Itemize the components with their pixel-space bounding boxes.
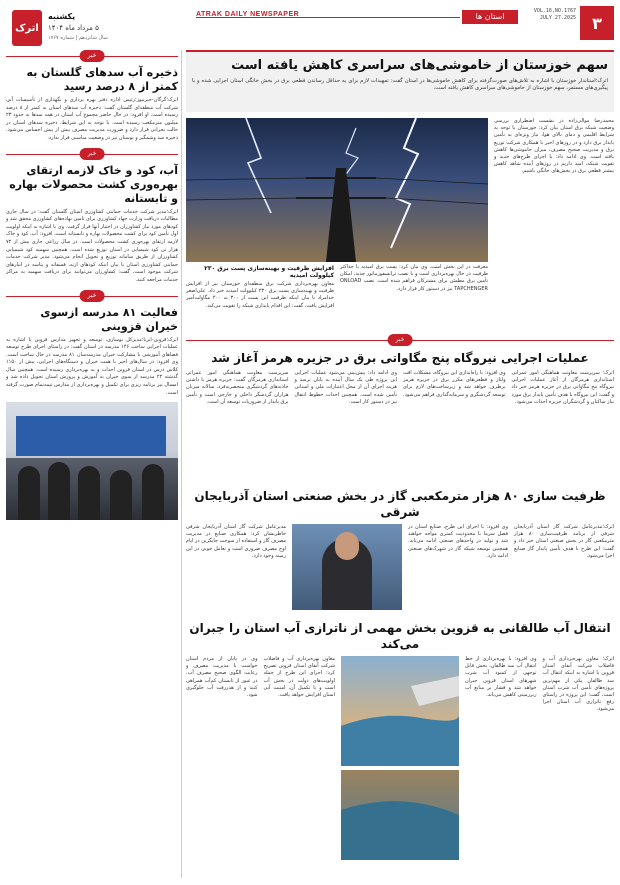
story-column-text: معاون بهره‌برداری شرکت برق منطقه‌ای خوزستان نیز از افزایش ظرفیت و بهینه‌سازی پست برق ۲۳۰ کیلوولت امیدیه خبر داد. علی‌اصغر خدامراد با بیان اینکه ظرفیت این پست از ۳۰۰ به ۴۰۰ مگاولت‌آمپر افزایش یافت، گفت: این اقدام پایداری شبکه را تقویت می‌کند. [186,281,334,309]
lightning-tower-icon [186,118,488,262]
story-column [186,264,334,328]
power-tower-photo [186,118,488,262]
person-figure [110,470,132,520]
main-area [186,50,614,880]
story-hormuz [186,334,614,484]
atrak-logo: اترک [12,10,42,46]
story-title[interactable]: ظرفیت سازی ۸۰ هزار مترمکعبی گاز در بخش صنعتی استان آذربایجان شرقی [194,489,606,519]
page-number: ۳ [580,6,614,40]
left-column [6,50,178,880]
story-column: اترک؛ سرپرست معاونت هماهنگی امور عمرانی استانداری هرمزگان از آغاز عملیات اجرایی نیروگاه پنج مگاواتی برق در جزیره هرمز خبر داد و گفت: این نیروگاه با هدف تأمین پایدار برق مورد نیاز ساکنان و گردشگران جزیره احداث می‌شود. [511,370,614,405]
story-column: وی افزود: با راه‌اندازی این نیروگاه، مشکلات افت ولتاژ و قطعی‌های مکرر برق در جزیره هرمز برطرف خواهد شد و زیرساخت‌های لازم برای توسعه گردشگری و سرمایه‌گذاری فراهم می‌شود. [403,370,506,398]
story-column: معاون بهره‌برداری آب و فاضلاب شرکت آبفای استان قزوین تصریح کرد: اجرای این طرح از جمله اولویت‌های دولت در بخش آب است و با تکمیل آن، امنیت آبی استان افزایش خواهد یافت. [263,656,335,699]
story-title[interactable]: انتقال آب طالقانی به قزوین بخش مهمی از ناترازی آب استان را جبران می‌کند [189,621,611,651]
person-figure [48,462,70,520]
story-column: معرفت در این بخش است. وی بیان کرد: پست برق امیدیه با حداکثر ظرفیت در حال بهره‌برداری است و با نصب ترانسفورماتور جدید، امکان تأمین برق مطمئن برای مشترکان فراهم شده است. نصب ONLOAD TAPCHENGER نیز در دستور کار قرار دارد. [340,264,488,292]
story-columns [186,370,614,406]
paper-name: ATRAK DAILY NEWSPAPER [196,11,300,18]
date: ۵ مرداد ماه ۱۴۰۴ [48,24,99,32]
section-label: استان ها [462,10,518,24]
story-columns [186,656,614,860]
article-title[interactable]: فعالیت ۸۱ مدرسه ازسوی خیران قزوینی [40,305,178,333]
portrait-face [335,532,359,560]
story-title[interactable]: عملیات اجرایی نیروگاه پنج مگاواتی برق در جزیره هرمز آغاز شد [211,351,589,365]
lead-story [186,50,614,112]
story-column: مدیرعامل شرکت گاز استان آذربایجان شرقی خاطرنشان کرد: همکاری صنایع در مدیریت مصرف گاز و استفاده از سوخت جایگزین در ایام اوج مصرف ضروری است و تعامل خوبی در این زمینه وجود دارد. [186,524,286,559]
person-figure [142,464,164,520]
article-body: اترک؛گرگان-خبرنیوز؛رئیس اداره دفتر بهره برداری و نگهداری از تأسیسات آبی شرکت آب منطقه‌ای گلستان گفت: ذخیره آب سدهای استان به کمتر از ۸ درصد رسیده است. او افزود: در حال حاضر مجموع آب استان در همه سدها به حدود ۲۳ میلیون مترمکعب رسیده است. با توجه به این شرایط، ذخیره سدهای استان در حالت بحرانی قرار دارد و ضرورت مدیریت مصرف بیش از پیش احساس می‌شود. ذخیره سد وشمگیر و بوستان نیز در وضعیت مناسبی قرار ندارد. [6,97,178,141]
article-body: اترک؛قزوین-ایرنا؛مدیرکل نوسازی، توسعه و تجهیز مدارس قزوین با اشاره به عملیات اجرایی ساخت ۱۴۶ مدرسه در استان گفت: در راستای اجرای طرح توسعه فضاهای آموزشی با مشارکت خیران مدرسه‌ساز، ۸۱ مدرسه در حال ساخت است. وی افزود: در سال‌های اخیر با همت خیران و دستگاه‌های اجرایی، بیش از ۱۱۵۰ کلاس درس در استان قزوین احداث و به بهره‌برداری رسیده است. همچنین سال گذشته ۲۲ مدرسه از سوی خیران به آموزش و پرورش استان تحویل داده شد و امسال نیز برنامه ریزی برای تکمیل و بهره‌برداری از مدارس نیمه‌تمام صورت گرفته است. [6,336,179,396]
photo-banner [16,416,166,456]
news-tag-bar [186,334,614,346]
news-tag-bar [6,148,178,160]
news-tag: خبر [80,50,105,62]
article-body: اترک؛مدیر شرکت خدمات حمایتی کشاورزی استان گلستان گفت: در سال جاری مطالبات دریافت وزارت جهاد کشاورزی برای تامین نهاده‌های کشاورزی محقق شد و کودهای مورد نیاز کشاورزان در اختیار آنها قرار گرفت. وی با اشاره به اینکه اولویت اول تأمین کود برای کشت محصولات بهاره و تابستانه است، افزود: آب، کود و خاک لازمه ارتقای بهره‌وری کشت محصولات است. در سال زراعی جاری بیش از ۷۲ هزار تن کود شیمیایی در استان توزیع شده است. همچنین سهمیه کود شیمیایی کشاورزان از طریق سامانه توزیع و تحویل انجام می‌شود. مدیر شرکت خدمات حمایتی کشاورزی استان با بیان اینکه کودهای ازته، فسفاته و پتاسه در انبارهای شرکت موجود است، گفت: کشاورزان می‌توانند برای دریافت سهمیه به مراکز خدمات مراجعه کنند. [6,208,178,283]
person-figure [18,466,40,520]
article-title[interactable]: ذخیره آب سدهای گلستان به کمتر از ۸ درصد رسید [26,66,178,93]
column-divider [181,50,182,878]
lead-summary: اترک؛استاندار خوزستان با اشاره به تلاش‌های صورت‌گرفته برای کاهش خاموشی‌ها در استان گفت: تمهیدات لازم برای به حداقل رساندن قطعی برق در بخش خانگی استان اجرایی شده و با پیگیری‌های مستمر، سهم خوزستان از خاموشی‌های سراسری کاهش یافته است. [192,78,608,92]
official-portrait-photo [292,524,402,610]
story-column: وی ادامه داد: پیش‌بینی می‌شود عملیات اجرایی این پروژه طی یک سال آینده به پایان برسد و هزینه اجرای آن از محل اعتبارات ملی و استانی تأمین شده است. همچنین احداث خطوط انتقال نیز در دستور کار است. [294,370,397,405]
page-header [6,6,614,46]
news-tag: خبر [388,334,413,346]
story-column: اترک؛ معاون بهره‌برداری آب و فاضلاب شرکت آبفای استان قزوین با اشاره به اینکه انتقال آب سد طالقان یکی از مهم‌ترین پروژه‌های تأمین آب شرب استان است، گفت: این پروژه در راستای رفع ناترازی آب استان اجرا می‌شود. [542,656,614,713]
story-columns [186,264,488,328]
story-azarbaijan-gas [186,488,614,616]
story-text: محمدرضا موالی‌زاده در نشست اضطراری بررسی وضعیت شبکه برق استان بیان کرد: خوزستان با توجه به شرایط اقلیمی و دمای بالای هوا، نیاز ویژه‌ای به تأمین پایدار برق دارد و در روزهای اخیر با همکاری شرکت توزیع برق و مدیریت صحیح مصرف، میزان خاموشی‌ها کاهش یافته است. وی ادامه داد: با اجرای طرح‌های جدید و تقویت شبکه، امید داریم در روزهای آینده شاهد کاهش بیشتر قطعی برق در بخش‌های خانگی باشیم. [494,118,614,175]
story-khuzestan [186,118,614,328]
story-column: اترک؛مدیرعامل شرکت گاز استان آذربایجان شرقی از برنامه ظرفیت‌سازی ۸۰ هزار مترمکعبی گاز در بخش صنعتی استان خبر داد و گفت: این طرح با هدف تأمین پایدار گاز صنایع اجرا می‌شود. [514,524,614,559]
dam-icon [341,656,459,766]
weekday: یکشنبه [48,12,76,21]
lead-title[interactable]: سهم خوزستان از خاموشی‌های سراسری کاهش یافته است [231,58,608,73]
person-figure [78,466,100,520]
volume-info: VOL.16,NO.1767 JULY 27.2025 [533,8,576,21]
story-column: وی افزود: با اجرای این طرح، صنایع استان در فصل سرما با محدودیت کمتری مواجه خواهند شد و تولید در واحدهای صنعتی ادامه می‌یابد. همچنین توسعه شبکه گاز در شهرک‌های صنعتی ادامه دارد. [408,524,508,559]
story-columns [186,524,614,610]
sub-heading: افزایش ظرفیت و بهینه‌سازی پست برق ۲۳۰ کیلوولت امیدیه [204,265,334,279]
photo-stack [341,656,459,860]
masthead-logo-area [12,10,160,48]
story-taleghan-water [186,620,614,836]
issue-line: سال شانزدهم | شماره ۱۷۶۷ [48,35,108,41]
news-tag: خبر [80,148,105,160]
article-title[interactable]: آب، کود و خاک لازمه ارتقای بهره‌وری کشت محصولات بهاره و تابستانه [9,163,178,205]
dam-aerial-photo [341,656,459,766]
news-tag-bar [6,50,178,62]
news-tag: خبر [80,290,105,302]
story-column: وی افزود: با بهره‌برداری از خط انتقال آب سد طالقان، بخش قابل توجهی از کمبود آب شرب شهرهای استان قزوین جبران خواهد شد و فشار بر منابع آب زیرزمینی کاهش می‌یابد. [465,656,537,699]
story-column: سرپرست معاونت هماهنگی امور عمرانی استانداری هرمزگان گفت: جزیره هرمز با داشتن جاذبه‌های گردشگری منحصربه‌فرد، سالانه میزبان هزاران گردشگر داخلی و خارجی است و تأمین برق پایدار از ضروریات توسعه آن است. [186,370,289,405]
story-column: وی در پایان از مردم استان خواست با مدیریت مصرف و رعایت الگوی صحیح مصرف آب، در عبور از تابستان کم‌آب همراهی کنند و از هدررفت آب جلوگیری شود. [186,656,258,699]
reservoir-photo [341,770,459,860]
news-tag-bar [6,290,178,302]
reservoir-icon [341,770,459,860]
ceremony-photo [6,402,178,520]
